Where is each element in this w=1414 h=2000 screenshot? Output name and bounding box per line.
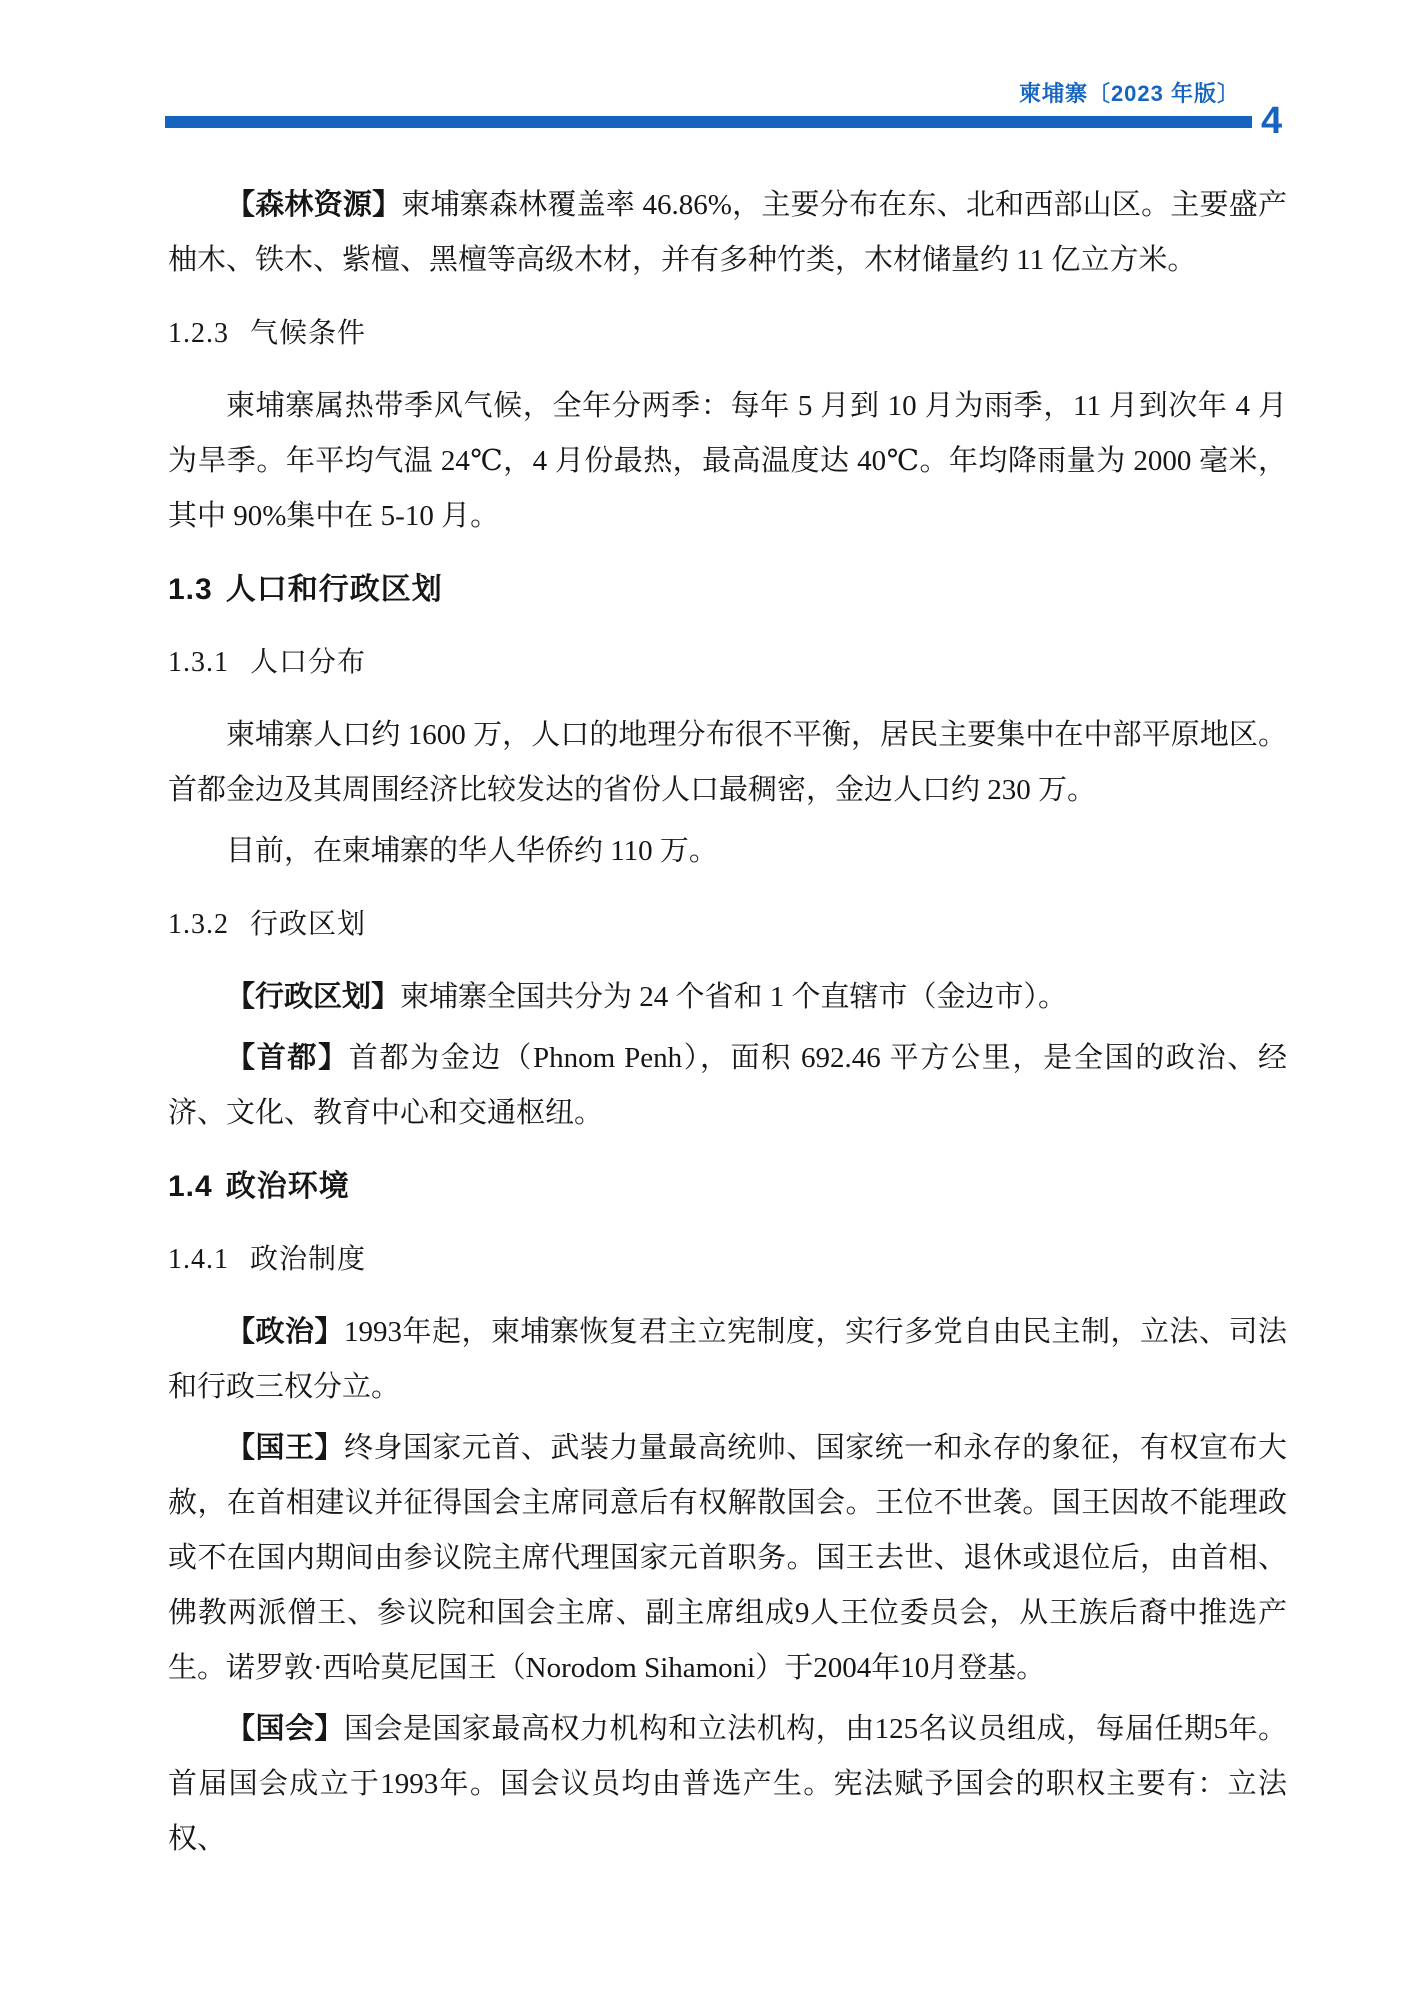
paragraph-population [168,708,1287,818]
paragraph-climate [168,379,1287,544]
heading-number: 1.4.1 [168,1244,229,1275]
heading-1-2-3-climate [168,306,1287,361]
bracket-label: 【国会】 [226,1713,344,1745]
header-title: 柬埔寨〔2023 年版〕 [1018,81,1240,106]
heading-number: 1.3 [168,573,213,606]
paragraph-overseas-chinese [168,824,1287,879]
paragraph-text: 国会是国家最高权力机构和立法机构，由125名议员组成，每届任期5年。首届国会成立于1993年。国会议员均由普选产生。宪法赋予国会的职权主要有：立法权、 [168,1713,1287,1855]
paragraph-forest-resources [168,178,1287,288]
paragraph-text: 柬埔寨森林覆盖率 46.86%，主要分布在东、北和西部山区。主要盛产柚木、铁木、紫檀、黑檀等高级木材，并有多种竹类，木材储量约 11 亿立方米。 [168,189,1287,276]
paragraph-king [168,1421,1287,1696]
paragraph-politics [168,1305,1287,1415]
heading-number: 1.4 [168,1170,213,1203]
paragraph-text: 终身国家元首、武装力量最高统帅、国家统一和永存的象征，有权宣布大赦，在首相建议并征得国会主席同意后有权解散国会。王位不世袭。国王因故不能理政或不在国内期间由参议院主席代理国家元首职务。国王去世、退休或退位后，由首相、佛教两派僧王、参议院和国会主席、副主席组成9人王位委员会，从王族后裔中推选产生。诺罗敦·西哈莫尼国王（Norodom Sihamoni）于2004年10月登基。 [168,1432,1287,1684]
paragraph-capital [168,1031,1287,1141]
bracket-label: 【国王】 [226,1432,344,1464]
heading-title: 人口分布 [250,647,367,678]
paragraph-text: 柬埔寨属热带季风气候，全年分两季：每年 5 月到 10 月为雨季，11 月到次年 4 月为旱季。年平均气温 24℃，4 月份最热，最高温度达 40℃。年均降雨量为 2000 毫米，其中 90%集中在 5-10 月。 [168,390,1287,532]
heading-1-3-1-population [168,635,1287,690]
bracket-label: 【政治】 [226,1316,344,1348]
heading-number: 1.3.1 [168,647,229,678]
heading-title: 气候条件 [250,318,367,349]
paragraph-text: 首都为金边（Phnom Penh），面积 692.46 平方公里，是全国的政治、经济、文化、教育中心和交通枢纽。 [168,1042,1287,1129]
bracket-label: 【行政区划】 [226,981,401,1013]
document-content [168,131,1287,1873]
bracket-label: 【森林资源】 [226,189,402,221]
header-rule [165,116,1252,128]
heading-1-4-political-environment [168,1159,1287,1214]
heading-title: 政治制度 [250,1244,367,1275]
heading-number: 1.2.3 [168,318,229,349]
paragraph-text: 柬埔寨全国共分为 24 个省和 1 个直辖市（金边市）。 [400,981,1068,1013]
bracket-label: 【首都】 [226,1042,349,1074]
heading-1-3-population-admin [168,562,1287,617]
heading-number: 1.3.2 [168,909,229,940]
heading-title: 人口和行政区划 [225,573,443,606]
paragraph-national-assembly [168,1702,1287,1867]
paragraph-text: 柬埔寨人口约 1600 万，人口的地理分布很不平衡，居民主要集中在中部平原地区。首都金边及其周围经济比较发达的省份人口最稠密，金边人口约 230 万。 [168,719,1287,806]
paragraph-admin-divisions [168,970,1287,1025]
heading-1-3-2-admin-divisions [168,897,1287,952]
heading-1-4-1-political-system [168,1232,1287,1287]
page-number: 4 [1261,100,1283,142]
paragraph-text: 目前，在柬埔寨的华人华侨约 110 万。 [226,835,718,867]
heading-title: 行政区划 [250,909,367,940]
paragraph-text: 1993年起，柬埔寨恢复君主立宪制度，实行多党自由民主制，立法、司法和行政三权分立。 [168,1316,1287,1403]
heading-title: 政治环境 [225,1170,350,1203]
